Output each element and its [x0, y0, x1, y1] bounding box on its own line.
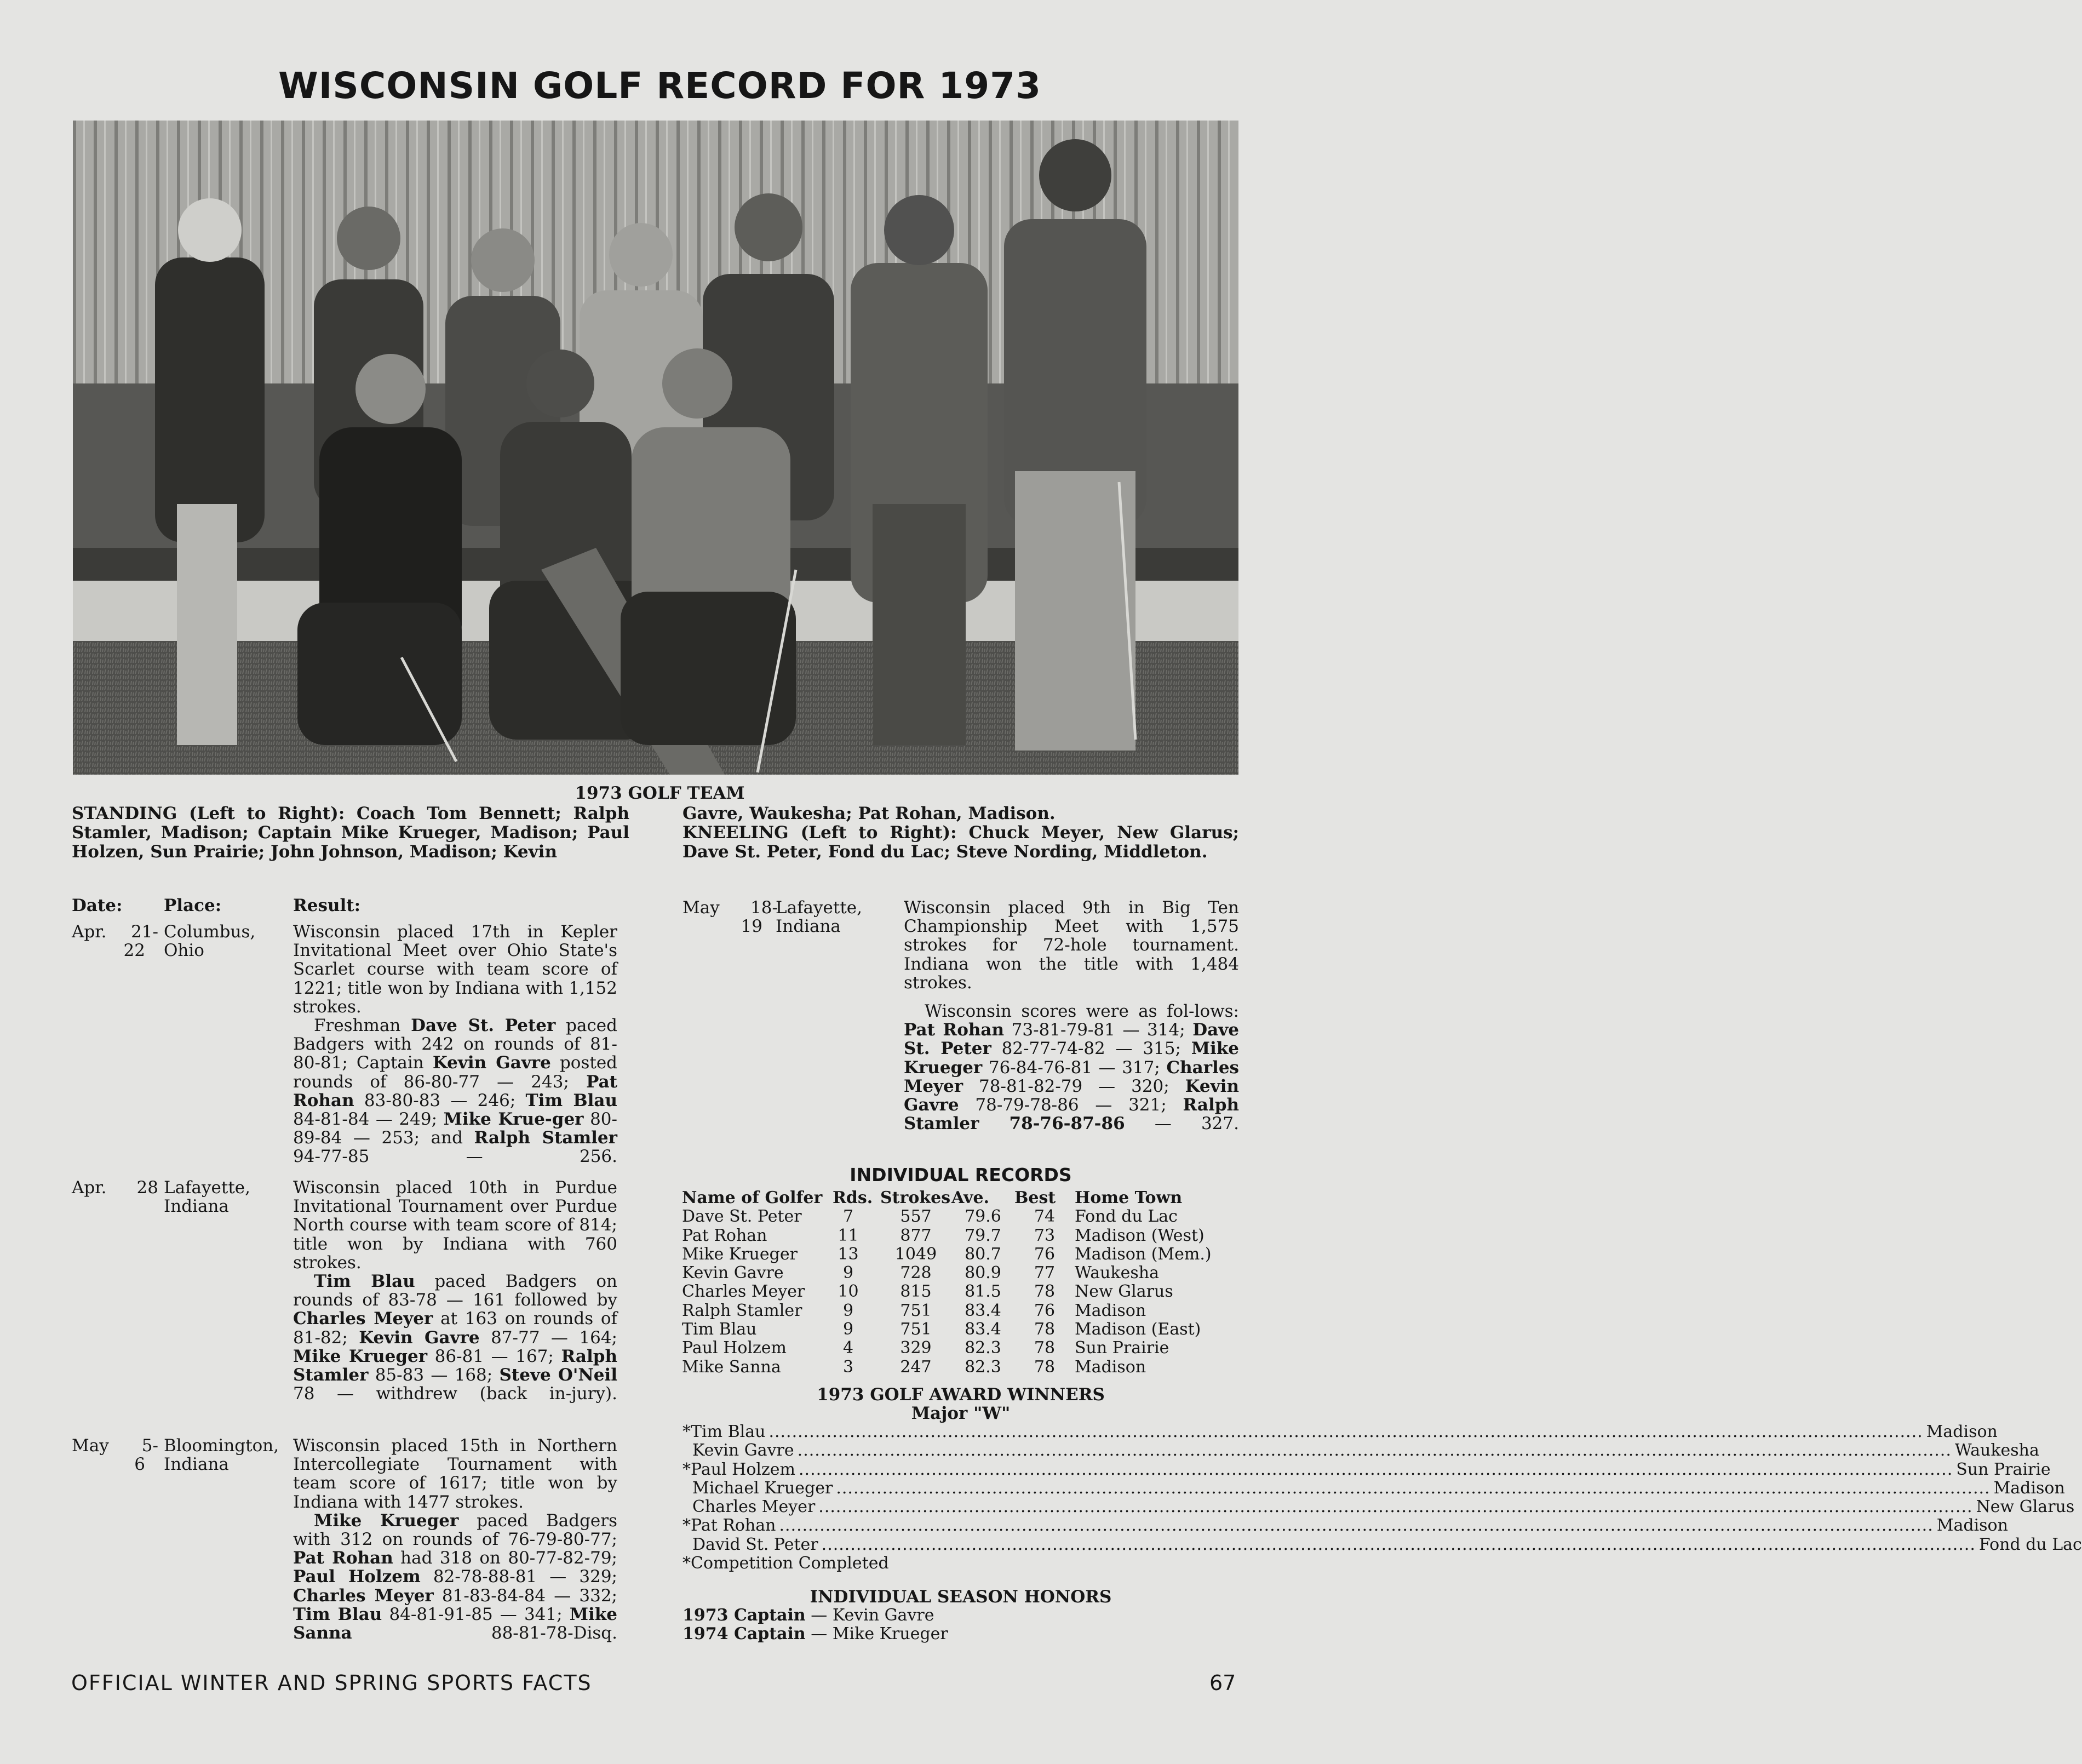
award-winner-town: Madison: [1926, 1422, 1998, 1441]
leader-dots: ........................................................................................................................................................................................................: [799, 1459, 1953, 1479]
result-entry: [72, 1178, 617, 1428]
entry-date-line-1: [682, 898, 778, 918]
header-place: Place:: [164, 896, 222, 915]
entry-month: Apr.: [72, 922, 107, 942]
records-header-row: [682, 1189, 1212, 1207]
entry-place-line-2: Indiana: [164, 1454, 229, 1475]
table-cell: 80.9: [965, 1263, 1001, 1283]
table-cell: 3: [842, 1357, 854, 1377]
entry-month: May: [682, 898, 720, 918]
honors-title: INDIVIDUAL SEASON HONORS: [810, 1587, 1112, 1607]
caption-right-line-1: Gavre, Waukesha; Pat Rohan, Madison.: [682, 804, 1056, 823]
table-cell: 751: [900, 1301, 932, 1320]
entry-place-line-2: Ohio: [164, 941, 204, 961]
table-cell: 74: [1034, 1207, 1056, 1227]
table-cell: 73: [1034, 1225, 1056, 1245]
award-winner-name: *Pat Rohan: [682, 1516, 776, 1536]
table-row: [682, 1302, 1212, 1320]
entry-date-line-1: [72, 1178, 159, 1197]
table-row: [682, 1264, 1212, 1282]
records-table: [682, 1189, 1212, 1377]
table-row: [682, 1339, 1212, 1358]
entry-result-summary: Wisconsin placed 9th in Big Ten Championship Meet with 1,575 strokes for 72-hole tournament. Indiana won the title with 1,484 strokes.: [904, 898, 1239, 993]
table-cell: Paul Holzem: [682, 1338, 787, 1358]
table-row: [682, 1320, 1212, 1339]
table-cell: Fond du Lac: [1075, 1207, 1178, 1227]
award-winner-town: Madison: [1936, 1516, 2008, 1536]
table-cell: 877: [900, 1225, 932, 1245]
table-cell: 9: [842, 1301, 854, 1320]
table-cell: 10: [838, 1282, 859, 1302]
honor-value: — Kevin Gavre: [811, 1606, 934, 1625]
award-winner-name: David St. Peter: [692, 1534, 818, 1554]
leader-dots: ........................................................................................................................................................................................................: [818, 1497, 1973, 1517]
entry-date: [72, 1178, 159, 1216]
table-cell: 78: [1034, 1282, 1056, 1302]
col-strokes: Strokes: [880, 1188, 951, 1207]
entry-days-1: 5-: [141, 1436, 158, 1456]
entry-month: Apr.: [72, 1178, 107, 1198]
header-result: Result:: [293, 896, 361, 915]
team-photo-illustration: [73, 121, 1238, 775]
honors-list: [682, 1606, 948, 1644]
award-winner-town: Madison: [1993, 1478, 2065, 1498]
table-cell: Mike Krueger: [682, 1244, 798, 1264]
table-cell: 557: [900, 1207, 932, 1227]
entry-date-line-2: [72, 941, 159, 960]
header-date: Date:: [72, 896, 123, 915]
entry-date-line-2: [682, 917, 770, 936]
table-row: [682, 1358, 1212, 1377]
entry-place: [164, 1178, 250, 1216]
award-winner: [682, 1459, 2051, 1479]
award-winner-name: Michael Krueger: [692, 1478, 833, 1498]
award-winner: [682, 1478, 2065, 1498]
table-cell: 82.3: [965, 1338, 1001, 1358]
table-cell: 728: [900, 1263, 932, 1283]
photo-caption-right: [682, 804, 1239, 862]
entry-date-line-1: [72, 923, 159, 941]
entry-result-summary: Wisconsin placed 17th in Kepler Invitational Meet over Ohio State's Scarlet course with team score of 1221; title won by Indiana with 1,152 strokes.: [293, 922, 617, 1017]
table-cell: 9: [842, 1263, 854, 1283]
table-cell: 13: [838, 1244, 859, 1264]
honor-item: [682, 1606, 948, 1625]
table-cell: New Glarus: [1075, 1282, 1173, 1302]
table-cell: 751: [900, 1320, 932, 1339]
table-cell: Madison (Mem.): [1075, 1244, 1212, 1264]
award-winner-town: Waukesha: [1954, 1441, 2039, 1461]
team-photo: [73, 121, 1238, 775]
table-cell: 79.6: [965, 1207, 1001, 1227]
entry-result-details: Mike Krueger paced Badgers with 312 on rounds of 76-79-80-77; Pat Rohan had 318 on 80-77-82-79; Paul Holzem 82-78-88-81 — 329; Charles Meyer 81-83-84-84 — 332; Tim Blau 84-81-91-85 — 341; Mike Sanna 88-81-78-Disq.: [293, 1510, 617, 1643]
awards-title: 1973 GOLF AWARD WINNERS: [817, 1385, 1105, 1405]
table-cell: Madison (West): [1075, 1225, 1205, 1245]
entry-result: [904, 898, 1239, 1152]
col-best: Best: [1014, 1188, 1056, 1207]
result-entry: [682, 898, 1239, 1156]
table-cell: Ralph Stamler: [682, 1301, 802, 1320]
awards-list: [682, 1422, 2082, 1573]
entry-result-details: Freshman Dave St. Peter paced Badgers with 242 on rounds of 81-80-81; Captain Kevin Gavre posted rounds of 86-80-77 — 243; Pat Rohan 83-80-83 — 246; Tim Blau 84-81-84 — 249; Mike Krue-ger 80-89-84 — 253; and Ralph Stamler 94-77-85 — 256.: [293, 1016, 618, 1167]
photo-caption-left: [72, 804, 629, 862]
award-winner: [682, 1441, 2039, 1461]
records-title: INDIVIDUAL RECORDS: [850, 1164, 1072, 1185]
entry-result-summary: Wisconsin placed 10th in Purdue Invitational Tournament over Purdue North course with team score of 814; title won by Indiana with 760 strokes.: [293, 1178, 617, 1273]
table-cell: 247: [900, 1357, 932, 1377]
entry-result: [293, 923, 617, 1185]
table-cell: 7: [842, 1207, 854, 1227]
table-cell: Pat Rohan: [682, 1225, 767, 1245]
page-number: 67: [1209, 1671, 1236, 1695]
table-cell: 9: [842, 1320, 854, 1339]
table-cell: 11: [838, 1225, 859, 1245]
entry-place-line-2: Indiana: [164, 1196, 229, 1217]
table-cell: 78: [1034, 1357, 1056, 1377]
col-rds: Rds.: [833, 1188, 873, 1207]
result-entry: [72, 1436, 617, 1650]
table-row: [682, 1282, 1212, 1301]
table-cell: 77: [1034, 1263, 1056, 1283]
table-cell: Madison (East): [1075, 1320, 1201, 1339]
honor-label: 1974 Captain: [682, 1624, 806, 1644]
entry-days-2: 22: [123, 941, 145, 961]
table-cell: Waukesha: [1075, 1263, 1159, 1283]
table-cell: 79.7: [965, 1225, 1001, 1245]
photo-caption-title: 1973 GOLF TEAM: [575, 783, 745, 803]
awards-subtitle: Major "W": [911, 1404, 1011, 1423]
table-cell: Charles Meyer: [682, 1282, 805, 1302]
leader-dots: ........................................................................................................................................................................................................: [797, 1441, 1952, 1461]
entry-place-line-1: Lafayette,: [776, 898, 862, 918]
entry-place: [164, 1436, 279, 1474]
leader-dots: ........................................................................................................................................................................................................: [836, 1478, 1991, 1498]
award-winner-name: Kevin Gavre: [692, 1441, 794, 1461]
leader-dots: ........................................................................................................................................................................................................: [821, 1534, 1976, 1554]
award-winner-name: *Paul Holzem: [682, 1459, 796, 1479]
table-cell: Madison: [1075, 1357, 1146, 1377]
table-cell: Mike Sanna: [682, 1357, 781, 1377]
table-cell: 81.5: [965, 1282, 1001, 1302]
award-winner: [682, 1534, 2082, 1554]
award-winner-town: Fond du Lac: [1978, 1534, 2082, 1554]
table-cell: 329: [900, 1338, 932, 1358]
entry-result-summary: Wisconsin placed 15th in Northern Intercollegiate Tournament with team score of 1617; title won by Indiana with 1477 strokes.: [293, 1436, 617, 1512]
col-name: Name of Golfer: [682, 1188, 823, 1207]
col-ave: Ave.: [951, 1188, 990, 1207]
award-winner-town: Sun Prairie: [1956, 1459, 2051, 1479]
entry-result-details: Wisconsin scores were as fol-lows: Pat Rohan 73-81-79-81 — 314; Dave St. Peter 82-77-74-82 — 315; Mike Krueger 76-84-76-81 — 317; Charles Meyer 78-81-82-79 — 320; Kevin Gavre 78-79-78-86 — 321; Ralph Stamler 78-76-87-86 — 327.: [904, 1001, 1239, 1134]
table-cell: 83.4: [965, 1301, 1001, 1320]
entry-days-1: 21-: [131, 922, 158, 942]
table-cell: 76: [1034, 1244, 1056, 1264]
entry-date: [72, 1436, 159, 1474]
entry-place-line-1: Bloomington,: [164, 1436, 279, 1456]
awards-footnote: *Competition Completed: [682, 1554, 889, 1573]
honor-label: 1973 Captain: [682, 1606, 806, 1625]
caption-left-text: STANDING (Left to Right): Coach Tom Bennett; Ralph Stamler, Madison; Captain Mike Krueger, Madison; Paul Holzen, Sun Prairie; John Johnson, Madison; Kevin: [72, 804, 629, 862]
leader-dots: ........................................................................................................................................................................................................: [768, 1422, 1923, 1441]
entry-place: [776, 898, 862, 936]
table-cell: 82.3: [965, 1357, 1001, 1377]
entry-days-1: 18-: [750, 898, 778, 918]
award-winner: [682, 1422, 1998, 1441]
table-cell: Tim Blau: [682, 1320, 757, 1339]
award-winner-town: New Glarus: [1976, 1497, 2075, 1517]
table-cell: Kevin Gavre: [682, 1263, 784, 1283]
entry-place-line-1: Columbus,: [164, 922, 256, 942]
table-cell: Sun Prairie: [1075, 1338, 1169, 1358]
award-winner: [682, 1516, 2008, 1536]
caption-right-line-2: KNEELING (Left to Right): Chuck Meyer, New Glarus; Dave St. Peter, Fond du Lac; Steve Nording, Middleton.: [682, 823, 1239, 862]
table-row: [682, 1227, 1212, 1245]
table-row: [682, 1207, 1212, 1226]
entry-date-line-1: [72, 1436, 159, 1455]
leader-dots: ........................................................................................................................................................................................................: [779, 1516, 1934, 1536]
award-winner-name: *Tim Blau: [682, 1422, 766, 1441]
result-entry: [72, 922, 618, 1167]
entry-place-line-2: Indiana: [776, 917, 841, 937]
entry-month: May: [72, 1436, 109, 1456]
col-home-town: Home Town: [1075, 1188, 1183, 1207]
table-cell: 76: [1034, 1301, 1056, 1320]
entry-date: [72, 923, 159, 960]
entry-result: [293, 1436, 617, 1661]
table-cell: 80.7: [965, 1244, 1001, 1264]
footer-publication: OFFICIAL WINTER AND SPRING SPORTS FACTS: [71, 1671, 592, 1695]
table-cell: 83.4: [965, 1320, 1001, 1339]
entry-date-line-2: [72, 1197, 159, 1216]
honor-item: [682, 1625, 948, 1643]
entry-days-2: 6: [134, 1454, 145, 1475]
honor-value: — Mike Krueger: [811, 1624, 948, 1644]
entry-days-2: 19: [741, 917, 762, 937]
table-cell: 78: [1034, 1320, 1056, 1339]
table-cell: 78: [1034, 1338, 1056, 1358]
entry-place-line-1: Lafayette,: [164, 1178, 250, 1198]
entry-date-line-2: [72, 1455, 159, 1474]
award-winner: [682, 1497, 2075, 1517]
table-cell: 815: [900, 1282, 932, 1302]
table-cell: Madison: [1075, 1301, 1146, 1320]
entry-result: [293, 1178, 617, 1422]
entry-result-details: Tim Blau paced Badgers on rounds of 83-78 — 161 followed by Charles Meyer at 163 on rounds of 81-82; Kevin Gavre 87-77 — 164; Mike Krueger 86-81 — 167; Ralph Stamler 85-83 — 168; Steve O'Neil 78 — withdrew (back in-jury).: [293, 1272, 618, 1404]
table-row: [682, 1245, 1212, 1264]
entry-days-1: 28: [136, 1178, 158, 1198]
award-winner-name: Charles Meyer: [692, 1497, 816, 1517]
table-cell: 1049: [894, 1244, 937, 1264]
entry-date: [682, 898, 778, 937]
page-title: WISCONSIN GOLF RECORD FOR 1973: [278, 65, 1042, 107]
table-cell: Dave St. Peter: [682, 1207, 802, 1227]
entry-place: [164, 923, 255, 960]
table-cell: 4: [842, 1338, 854, 1358]
